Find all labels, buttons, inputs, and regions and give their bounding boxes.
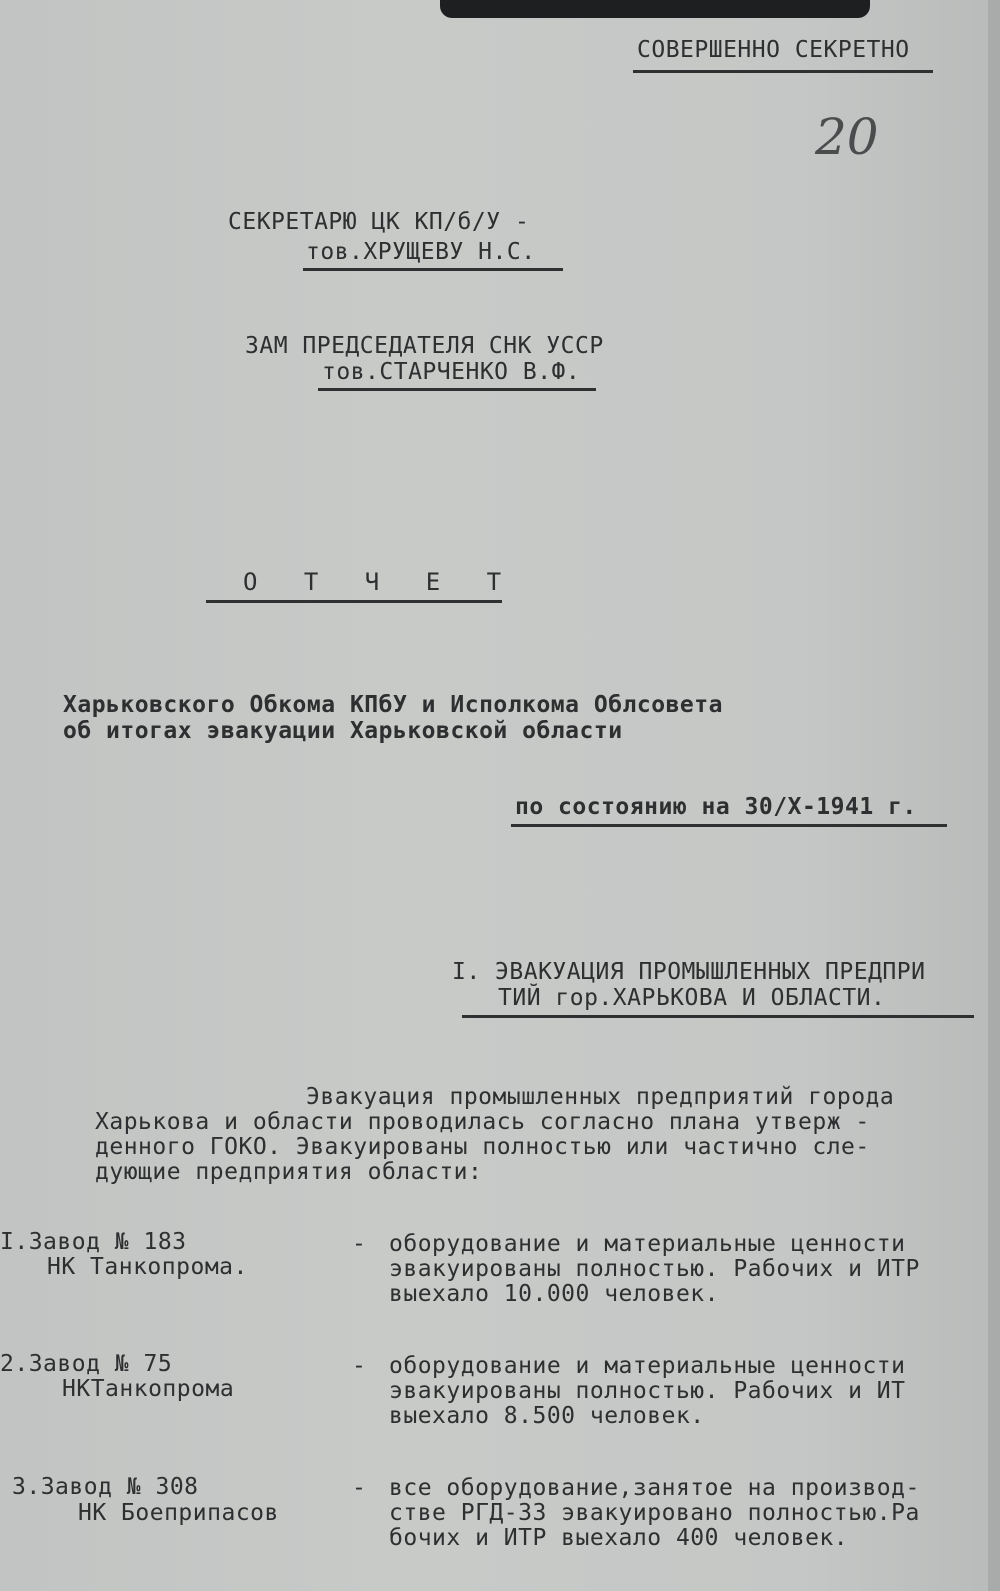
entry-3-dash: - [352,1475,367,1501]
stamp-underline [633,70,933,73]
section-heading-line2: ТИЙ гор.ХАРЬКОВА И ОБЛАСТИ. [498,985,886,1011]
entry-3-desc-2: стве РГД-33 эвакуировано полностью.Ра [389,1500,920,1526]
entry-1-name: I.Завод № 183 [0,1229,187,1255]
addressee-2-line1: ЗАМ ПРЕДСЕДАТЕЛЯ СНК УССР [245,333,604,359]
page-number-handwritten: 20 [815,108,879,166]
entry-1-dash: - [352,1231,367,1257]
report-subtitle-line1: Харьковского Обкома КПбУ и Исполкома Облсовета [63,692,723,718]
section-heading-line1: I. ЭВАКУАЦИЯ ПРОМЫШЛЕННЫХ ПРЕДПРИ [452,959,926,985]
secrecy-stamp: СОВЕРШЕННО СЕКРЕТНО [637,37,910,63]
entry-2-ministry: НКТанкопрома [62,1376,235,1402]
entry-3-ministry: НК Боеприпасов [78,1500,279,1526]
document-title: О Т Ч Е Т [243,568,518,596]
page-edge [988,0,1000,1591]
report-subtitle-line2: об итогах эвакуации Харьковской области [63,718,623,744]
addressee-1-line2: тов.ХРУЩЕВУ Н.С. [306,239,536,265]
report-date: по состоянию на 30/Х-1941 г. [515,794,917,820]
entry-1-desc-3: выехало 10.000 человек. [389,1281,719,1307]
title-underline [206,600,502,603]
entry-1-desc-1: оборудование и материальные ценности [389,1231,906,1257]
binder-clip [440,0,870,18]
intro-line-3: денного ГОКО. Эвакуированы полностью или частично сле- [95,1134,870,1160]
intro-line-2: Харькова и области проводилась согласно плана утверж - [95,1109,870,1135]
entry-3-name: 3.Завод № 308 [12,1474,199,1500]
entry-1-ministry: НК Танкопрома. [47,1254,248,1280]
addressee-2-underline [318,388,596,391]
date-underline [511,824,947,827]
entry-2-dash: - [352,1353,367,1379]
section-underline [462,1015,974,1018]
entry-1-desc-2: эвакуированы полностью. Рабочих и ИТР [389,1256,920,1282]
entry-2-desc-2: эвакуированы полностью. Рабочих и ИТ [389,1378,906,1404]
entry-2-desc-1: оборудование и материальные ценности [389,1353,906,1379]
intro-line-4: дующие предприятия области: [95,1159,483,1185]
entry-2-desc-3: выехало 8.500 человек. [389,1403,705,1429]
entry-3-desc-1: все оборудование,занятое на производ- [389,1475,920,1501]
addressee-2-line2: тов.СТАРЧЕНКО В.Ф. [322,359,581,385]
addressee-1-line1: СЕКРЕТАРЮ ЦК КП/б/У - [228,209,530,235]
intro-line-1: Эвакуация промышленных предприятий города [306,1084,895,1110]
entry-2-name: 2.Завод № 75 [0,1351,173,1377]
addressee-1-underline [303,268,563,271]
entry-3-desc-3: бочих и ИТР выехало 400 человек. [389,1525,849,1551]
